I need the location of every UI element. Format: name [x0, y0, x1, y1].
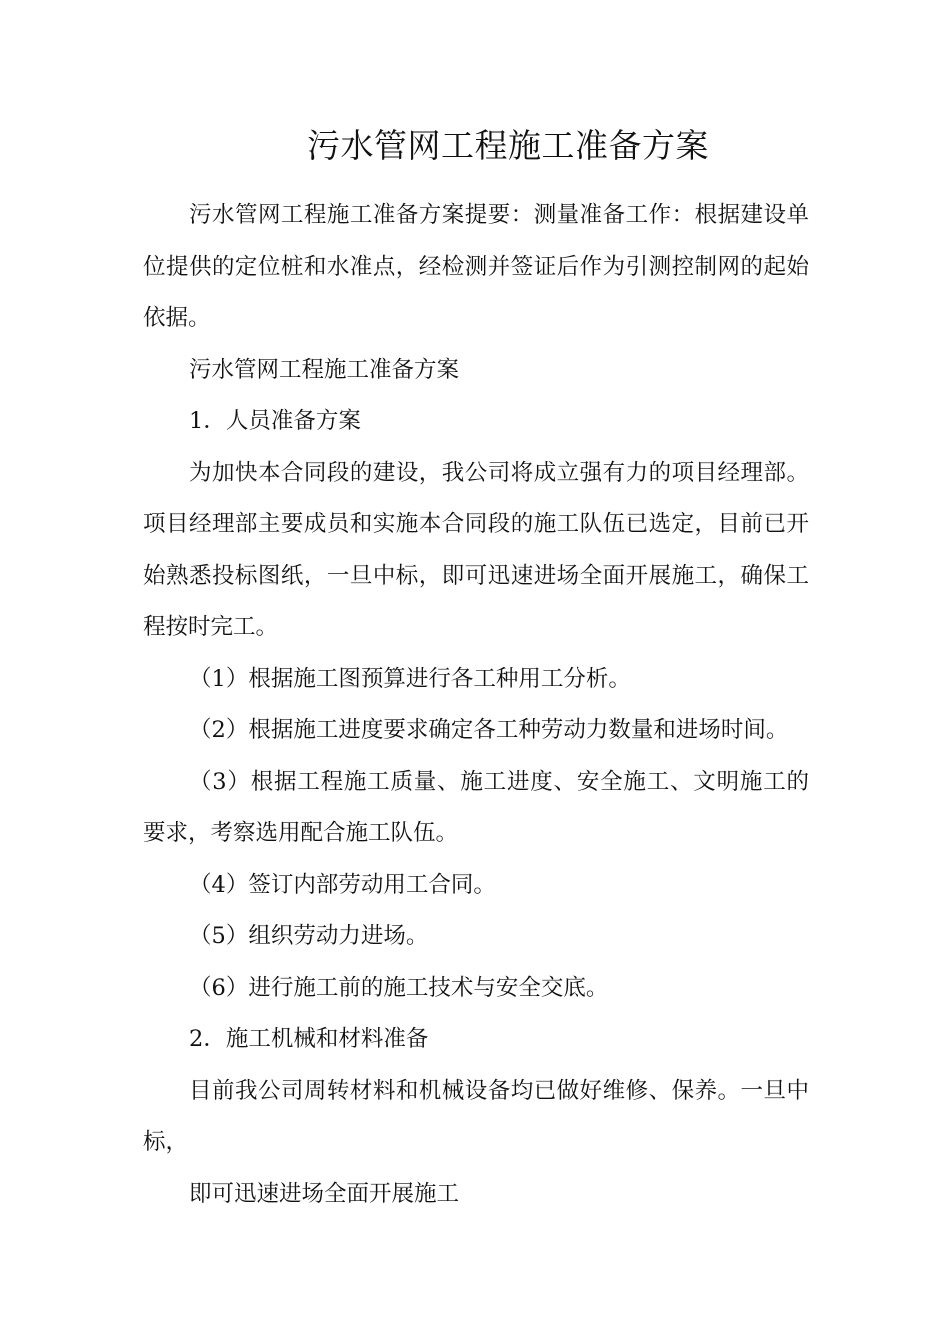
- paragraph-personnel: 为加快本合同段的建设，我公司将成立强有力的项目经理部。项目经理部主要成员和实施本合同段的施工队伍已选定，目前已开始熟悉投标图纸，一旦中标，即可迅速进场全面开展施工，确保工程按时完工。: [143, 459, 809, 640]
- paragraph-machinery: 目前我公司周转材料和机械设备均已做好维修、保养。一旦中标，: [143, 1077, 809, 1155]
- list-item: （1）根据施工图预算进行各工种用工分析。: [189, 665, 631, 692]
- paragraph-subtitle: 污水管网工程施工准备方案: [189, 356, 460, 383]
- document-title: 污水管网工程施工准备方案: [307, 126, 709, 165]
- list-item: （2）根据施工进度要求确定各工种劳动力数量和进场时间。: [189, 717, 789, 743]
- paragraph-start-construction: 即可迅速进场全面开展施工: [189, 1180, 460, 1207]
- list-item: （4）签订内部劳动用工合同。: [189, 871, 496, 898]
- section-heading-personnel: 1．人员准备方案: [189, 408, 361, 434]
- list-item: （5）组织劳动力进场。: [189, 923, 429, 949]
- paragraph-summary: 污水管网工程施工准备方案提要：测量准备工作：根据建设单位提供的定位桩和水准点，经检测并签证后作为引测控制网的起始依据。: [143, 202, 809, 331]
- section-heading-machinery: 2．施工机械和材料准备: [189, 1026, 429, 1052]
- document-body: [143, 190, 809, 1220]
- list-item: （6）进行施工前的施工技术与安全交底。: [189, 974, 609, 1001]
- list-item: （3）根据工程施工质量、施工进度、安全施工、文明施工的要求，考察选用配合施工队伍。: [143, 768, 809, 846]
